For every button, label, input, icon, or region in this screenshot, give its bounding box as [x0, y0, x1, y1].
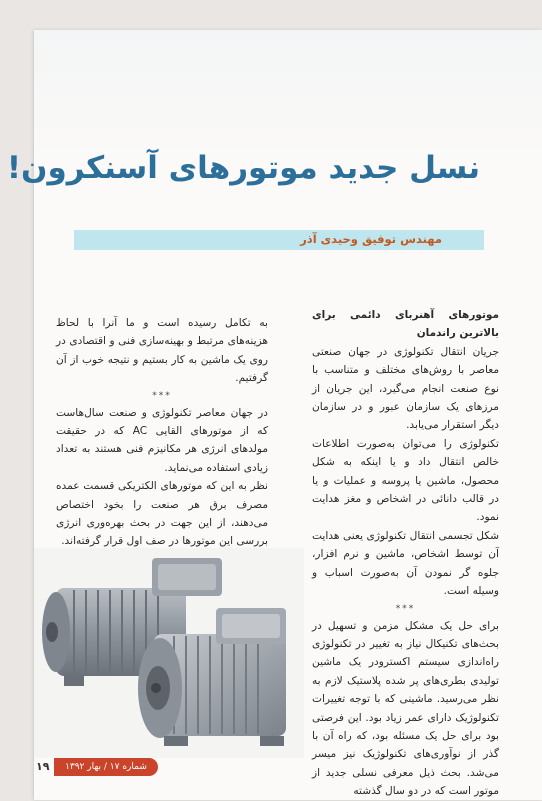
paragraph: شکل تجسمی انتقال تکنولوژی یعنی هدایت آن توسط اشخاص، ماشین و نرم افزار، جلوه گر نمودن آن به‌صورت اسباب و وسیله است. [312, 529, 499, 598]
paragraph: نظر به این که موتورهای الکتریکی قسمت عمده مصرف برق هر صنعت را بخود اختصاص می‌دهند، از این جهت در بحث بهره‌وری انرژی بررسی این موتورها در صف اول قرار گرفته‌اند. [56, 480, 268, 548]
page-number: ۱۹ [36, 760, 50, 773]
paragraph: در جهان معاصر تکنولوژی و صنعت سال‌هاست که از موتورهای القایی AC که در حقیقت مولدهای انرژی هر مکانیزم فنی هستند به تعداد زیادی استفاده می‌نماید. [56, 406, 268, 474]
motors-photo [34, 548, 304, 758]
text-column-right [312, 306, 499, 801]
article-author: مهندس توفیق وحیدی آذر [300, 232, 442, 246]
section-separator: *** [152, 390, 172, 401]
section-heading: موتورهای آهنربای دائمی برای بالاترین راندمان [312, 309, 499, 340]
issue-tab: شماره ۱۷ / بهار ۱۳۹۲ [54, 758, 158, 776]
section-separator: *** [395, 603, 416, 614]
paragraph: به تکامل رسیده است و ما آنرا با لحاظ هزینه‌های مرتبط و بهینه‌سازی فنی و اقتصادی در روی یک ماشین به کار بستیم و نتیجه خوب از آن گرفتیم. [56, 317, 268, 385]
page-header-band [34, 30, 542, 164]
paragraph: برای حل یک مشکل مزمن و تسهیل در بحث‌های تکنیکال نیاز به تغییر در تکنولوژی راه‌اندازی سیستم اکسترودر یک ماشین تولیدی بطری‌های پر شده پلاستیک لازم به نظر می‌رسید. ماشینی که با توجه تغییرات تکنولوژیک دارای عمر زیاد بود. این فرصتی بود برای حل یک مسئله بود، که راه آن با گذر از نوآوری‌های تکنولوژیک نیز میسر می‌شد. بحث ذیل معرفی نسلی جدید از موتور است که در دو سال گذشته [312, 619, 499, 798]
article-title: نسل جدید موتورهای آسنکرون! [6, 150, 480, 186]
text-column-left [56, 314, 268, 551]
paragraph: تکنولوژی را می‌توان به‌صورت اطلاعات خالص انتقال داد و یا اینکه به شکل محصول، ماشین یا پروسه و عملیات و یا در قالب دانائی در اشخاص و مغز هدایت نمود. [312, 437, 499, 524]
paragraph: جریان انتقال تکنولوژی در جهان صنعتی معاصر با روش‌های مختلف و متناسب با نوع صنعت انجام می‌گیرد، این جریان از مرزهای یک سازمان عبور و در سازمان دیگر استقرار می‌یابد. [312, 345, 499, 432]
